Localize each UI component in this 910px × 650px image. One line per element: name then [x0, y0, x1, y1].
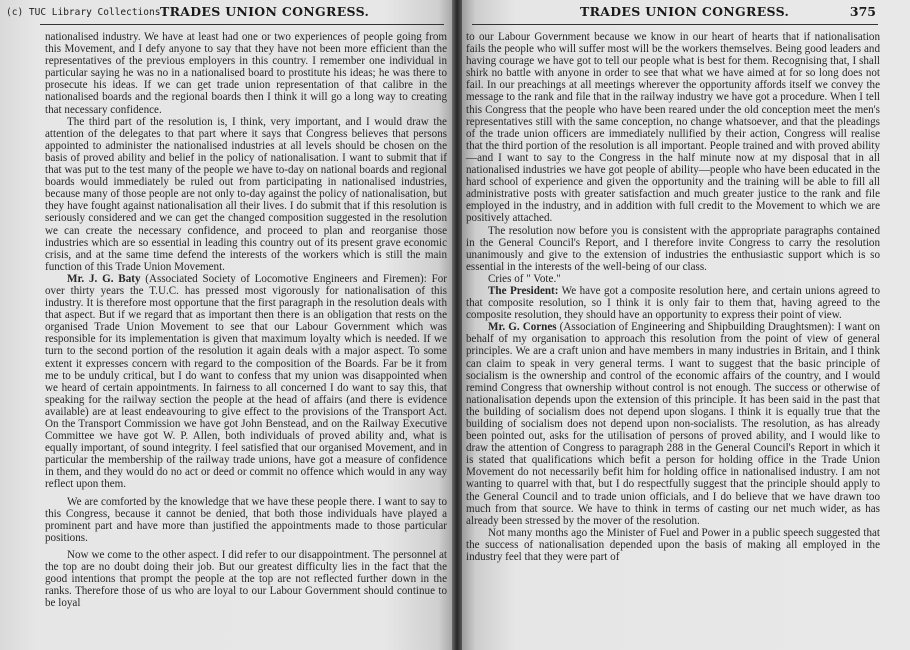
left-paragraph-5: Now we come to the other aspect. I did refer to our disappointment. The personnel at the top are no doubt doing their job. But our greatest difficulty lies in the fact that the good intentions that prompt the people at the top are not reflected further down in the ranks. Therefore those of us who are loyal to our Labour Government should continue to be loyal — [45, 548, 447, 610]
left-paragraph-3 — [45, 273, 447, 491]
right-page — [462, 0, 910, 650]
left-paragraph-2: The third part of the resolution is, I think, very important, and I would draw the attention of the delegates to that part where it says that Congress believes that persons appointed to administer the nationalised industries at all levels should be chosen on the basis of proved ability and belief in the policy of nationalisation. I want to submit that if that was put to the test many of the people we have to-day on national boards and regional boards would immediately be ruled out from participating in nationalised industries, because many of those people are not only to-day against the policy of nationalisation, but they have fought against nationalisation all their lives. I do submit that if this resolution is seriously considered and we can get the changed composition suggested in the resolution we can create the necessary confidence, and proceed to plan and reorganise those industries which are so essential in leading this country out of its present grave economic crisis, and at the same time defend the interests of the workers which is still the main function of this Trade Union Movement. — [45, 115, 447, 273]
cries-of-vote: Cries of " Vote." — [488, 272, 561, 285]
right-paragraph-4 — [466, 321, 880, 527]
right-header-rule — [472, 24, 878, 25]
left-paragraph-4: We are comforted by the knowledge that we have these people there. I want to say to this Congress, because it cannot be denied, that both those individuals have played a prominent part and have more than justified the appointments made to those particular positions. — [45, 495, 447, 544]
speaker-name-cornes: Mr. G. Cornes — [488, 321, 557, 334]
left-paragraph-1: nationalised industry. We have at least had one or two experiences of people going from this Movement, and I defy anyone to say that they have not been more efficient than the representatives of the previous employers in this country. I remember one individual in particular saying he was no in a nationalised board to prostitute his ideas; he was there to prosecute his ideas. If we can get trade union representation of that calibre in the nationalised boards and the regional boards then I think it will go a long way to creating that necessary confidence. — [45, 31, 447, 116]
speech-baty: (Associated Society of Locomotive Engineers and Firemen): For over thirty years the T.U.C. has pressed most vigorously for nationalisation of this industry. It is therefore most opportune that the first paragraph in the resolution deals with that aspect. But if we regard that as important then there is an obligation that rests on the organised Trade Union Movement to see that our Labour Government which was responsible for its implementation is given that maximum loyalty which is needed. If we turn to the second portion of the resolution it again deals with a major aspect. To some extent it expresses concern with regard to the composition of the Boards. Far be it from me to be unduly critical, but I do want to confess that my union was disappointed when we heard of certain appointments. In fairness to all concerned I do want to say this, that speaking for the railway section the people at the head of affairs (and there is evidence available) are at least endeavouring to give effect to the provisions of the Transport Act. On the Transport Commission we have got John Benstead, and on the Railway Executive Committee we have got W. P. Allen, both individuals of proved ability and, what is equally important, of sound integrity. I feel satisfied that our organised Movement, and in particular the membership of the railway trade unions, have got a measure of confidence in them, and they would do no act or deed or commit no offence which would in any way reflect upon them. — [45, 272, 447, 491]
left-page — [0, 0, 452, 650]
right-paragraph-5: Not many months ago the Minister of Fuel and Power in a public speech suggested that the success of nationalisation depended upon the basis of making all employed in the industry feel that they were part of — [466, 526, 880, 564]
speech-president: We have got a composite resolution here, and certain unions agreed to that composite resolution, so I think it is only fair to them that, having agreed to the composite resolution, they should have an opportunity to express their point of view. — [466, 284, 880, 322]
right-paragraph-2: The resolution now before you is consistent with the appropriate paragraphs contained in the General Council's Report, and I therefore invite Congress to carry the resolution unanimously and give to the extension of industries the enthusiastic support which is so essential in the interests of the well-being of our class. — [466, 224, 880, 273]
left-page-body — [45, 31, 447, 609]
copyright-watermark: (c) TUC Library Collections — [6, 7, 161, 18]
right-running-header: TRADES UNION CONGRESS. — [580, 4, 790, 19]
right-page-body — [466, 31, 880, 563]
speaker-name-president: The President: — [488, 284, 559, 297]
book-gutter — [452, 0, 462, 650]
right-paragraph-1: to our Labour Government because we know in our heart of hearts that if nationalisation fails the people who will suffer most will be the workers themselves. Being good leaders and having courage we have got to tell our people what is best for them. Recognising that, I shall shirk no battle with anyone in order to see that what we have aimed at for so long does not fail. In our preachings at all meetings wherever the opportunity affords itself we convey the message to the rank and file that in the railway industry we have got a procedure. When I tell this Congress that the people who have been reared under the old conception meet the men's representatives still with the same conception, no change whatsoever, and that the pleadings of the trade union officers are immediately nullified by their action, Congress will realise that the third portion of the resolution is all important. People trained and with proved ability—and I want to say to the Congress in the half minute now at my disposal that in all nationalised industries we have got people of ability—people who have been educated in the hard school of experience and given the opportunity and the training will be able to fill all administrative posts with greater satisfaction and much greater justice to the rank and file employed in the industry, and in addition with full credit to the Movement to which we are positively attached. — [466, 31, 880, 225]
right-paragraph-3 — [466, 285, 880, 321]
page-number: 375 — [849, 4, 876, 19]
speaker-name-baty: Mr. J. G. Baty — [67, 272, 141, 285]
left-running-header: TRADES UNION CONGRESS. — [160, 4, 370, 19]
speech-cornes: (Association of Engineering and Shipbuilding Draughtsmen): I want on behalf of my organisation to approach this resolution from the point of view of general principles. We are a craft union and have members in many industries in Britain, and I think can claim to speak in very general terms. I want to suggest that the basic principle of socialism is the ownership and control of the economic affairs of the country, and I would remind Congress that ownership without control is not enough. The success or otherwise of nationalisation depends upon the extension of this principle. It has been said in the past that the building of socialism does not depend upon slogans. I think it is equally true that the building of socialism does not depend upon non-socialists. The resolution, as has already been pointed out, asks for the utilisation of persons of proved ability, and I would like to draw the attention of Congress to paragraph 288 in the General Council's Report in which it is stated that qualifications which befit a person for holding office in the Trade Union Movement do not necessarily befit him for holding office in nationalised industry. I am not wanting to quarrel with that, but I do respectfully suggest that the principle should apply to the General Council and to trade union officials, and I do believe that we have drawn too much from that source. We have to think in terms of casting our net much wider, as has already been stressed by the mover of the resolution. — [466, 321, 880, 527]
left-header-rule — [40, 24, 444, 25]
